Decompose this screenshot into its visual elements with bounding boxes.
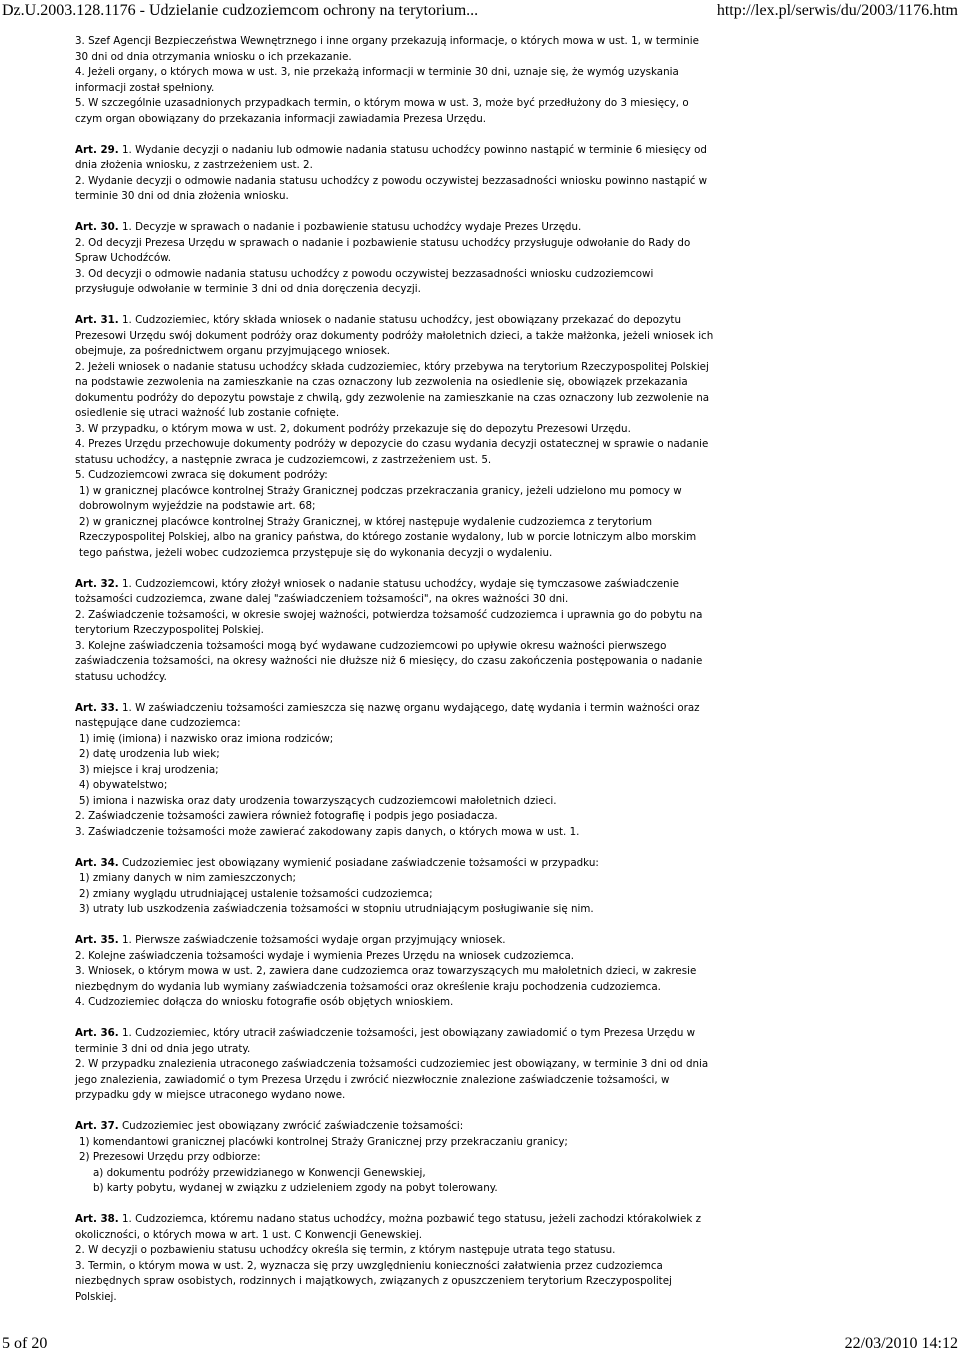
- paragraph: [75, 313, 715, 360]
- paragraph: 2. Kolejne zaświadczenia tożsamości wydaje i wymienia Prezes Urzędu na wniosek cudzoziemca.: [75, 949, 575, 962]
- paragraph: [75, 701, 715, 732]
- article-38: [75, 1212, 715, 1305]
- paragraph: 2. Zaświadczenie tożsamości, w okresie swojej ważności, potwierdza tożsamość cudzoziemca i uprawnia go do pobytu na terytorium Rzeczypospolitej Polskiej.: [75, 608, 703, 636]
- paragraph: 3. Kolejne zaświadczenia tożsamości mogą być wydawane cudzoziemcowi po upływie okresu ważności pierwszego zaświadczenia tożsamości, na okresy ważności nie dłuższe niż 6 miesięcy, do czasu zakończenia postępowania o nadanie statusu uchodźcy.: [75, 639, 703, 683]
- list-item: 3) utraty lub uszkodzenia zaświadczenia tożsamości w stopniu utrudniającym posługiwanie się nim.: [79, 903, 594, 915]
- list-item: 5) imiona i nazwiska oraz daty urodzenia towarzyszących cudzoziemcowi małoletnich dzieci.: [79, 794, 557, 807]
- paragraph: [75, 577, 715, 608]
- article-31: [75, 313, 715, 561]
- paragraph: 4. Prezes Urzędu przechowuje dokumenty podróży w depozycie do czasu wydania decyzji ostatecznej w sprawie o nadanie statusu uchodźcy, a następnie zwraca je cudzoziemcowi, z zastrzeżeniem ust. 5.: [75, 438, 709, 466]
- paragraph-text: 1. Pierwsze zaświadczenie tożsamości wydaje organ przyjmujący wniosek.: [118, 934, 506, 946]
- paragraph-text: 1. Cudzoziemca, któremu nadano status uchodźcy, można pozbawić tego statusu, jeżeli zachodzi którakolwiek z okoliczności, o których mowa w art. 1 ust. C Konwencji Genewskiej.: [75, 1213, 702, 1241]
- paragraph: [75, 220, 715, 236]
- page-counter: 5 of 20: [2, 1335, 48, 1352]
- browser-print-footer: [0, 1334, 960, 1356]
- article-label: Art. 30.: [75, 221, 119, 233]
- list-item: 2) zmiany wyglądu utrudniającej ustalenie tożsamości cudzoziemca;: [79, 887, 433, 900]
- list-item: 3) miejsce i kraj urodzenia;: [79, 763, 219, 776]
- paragraph-text: Cudzoziemiec jest obowiązany zwrócić zaświadczenie tożsamości:: [118, 1120, 464, 1132]
- article-33: [75, 701, 715, 841]
- paragraph: 2. W przypadku znalezienia utraconego zaświadczenia tożsamości cudzoziemiec jest obowiązany, w terminie 3 dni od dnia jego znalezienia, zawiadomić o tym Prezesa Urzędu i zwrócić niezwłocznie znalezione zaświadczenie tożsamości, w przypadku gdy w miejsce utraconego wydano nowe.: [75, 1058, 709, 1101]
- page-url-header: http://lex.pl/serwis/du/2003/1176.htm: [716, 2, 958, 19]
- paragraph-text: 1. Cudzoziemiec, który utracił zaświadczenie tożsamości, jest obowiązany zawiadomić o tym Prezesa Urzędu w terminie 3 dni od dnia jego utraty.: [75, 1027, 696, 1055]
- article-36: [75, 1026, 715, 1104]
- paragraph: 3. Od decyzji o odmowie nadania statusu uchodźcy z powodu oczywistej bezzasadności wniosku cudzoziemcowi przysługuje odwołanie w terminie 3 dni od dnia doręczenia decyzji.: [75, 267, 654, 295]
- paragraph-text: 1. W zaświadczeniu tożsamości zamieszcza się nazwę organu wydającego, datę wydania i termin ważności oraz następujące dane cudzoziemca:: [75, 701, 700, 729]
- paragraph-text: 1. Cudzoziemcowi, który złożył wniosek o nadanie statusu uchodźcy, wydaje się tymczasowe zaświadczenie tożsamości cudzoziemca, zwane dalej "zaświadczeniem tożsamości", na okres ważności 30 dni.: [75, 577, 679, 605]
- paragraph: 5. Cudzoziemcowi zwraca się dokument podróży:: [75, 469, 328, 481]
- article-label: Art. 32.: [75, 577, 119, 590]
- article-label: Art. 36.: [75, 1027, 119, 1039]
- paragraph: 5. W szczególnie uzasadnionych przypadkach termin, o którym mowa w ust. 3, może być przedłużony do 3 miesięcy, o czym organ obowiązany do przekazania informacji zawiadamia Prezesa Urzędu.: [75, 97, 689, 125]
- list-item: 1) w granicznej placówce kontrolnej Straży Granicznej podczas przekraczania granicy, jeżeli udzielono mu pomocy w dobrowolnym wyjeździe na podstawie art. 68;: [79, 484, 682, 512]
- article-32: [75, 577, 715, 686]
- section-continued: [75, 34, 715, 127]
- article-label: Art. 38.: [75, 1213, 119, 1225]
- paragraph-text: 1. Cudzoziemiec, który składa wniosek o nadanie statusu uchodźcy, jest obowiązany przekazać do depozytu Prezesowi Urzędu swój dokument podróży oraz dokumenty podróży małoletnich dzieci, a także małżonka, jeżeli wniosek ich obejmuje, za pośrednictwem organu przyjmującego wniosek.: [75, 314, 714, 357]
- article-label: Art. 34.: [75, 856, 119, 869]
- paragraph-text: 1. Decyzje w sprawach o nadanie i pozbawienie statusu uchodźcy wydaje Prezes Urzędu.: [118, 221, 582, 233]
- article-30: [75, 220, 715, 298]
- paragraph: 2. Od decyzji Prezesa Urzędu w sprawach o nadanie i pozbawienie statusu uchodźcy przysługuje odwołanie do Rady do Spraw Uchodźców.: [75, 236, 691, 264]
- paragraph: 2. Wydanie decyzji o odmowie nadania statusu uchodźcy z powodu oczywistej bezzasadności wniosku powinno nastąpić w terminie 30 dni od dnia złożenia wniosku.: [75, 174, 708, 202]
- list-item: 4) obywatelstwo;: [79, 779, 168, 791]
- sub-list-item: b) karty pobytu, wydanej w związku z udzieleniem zgody na pobyt tolerowany.: [93, 1182, 498, 1194]
- article-label: Art. 29.: [75, 143, 119, 156]
- paragraph: 2. Jeżeli wniosek o nadanie statusu uchodźcy składa cudzoziemiec, który przebywa na terytorium Rzeczypospolitej Polskiej na podstawie zezwolenia na zamieszkanie na czas oznaczony lub zezwolenia na osiedlenie się, obowiązek przekazania dokumentu podróży do depozytu powstaje z chwilą, gdy zezwolenie na zamieszkanie na czas oznaczony lub zezwolenie na osiedlenie się utraci ważność lub zostanie cofnięte.: [75, 360, 710, 419]
- paragraph-text: Cudzoziemiec jest obowiązany wymienić posiadane zaświadczenie tożsamości w przypadku:: [118, 856, 599, 869]
- paragraph: [75, 1212, 715, 1243]
- article-34: [75, 856, 715, 918]
- article-label: Art. 35.: [75, 934, 119, 946]
- article-35: [75, 933, 715, 1011]
- paragraph: [75, 933, 715, 949]
- paragraph: 3. Szef Agencji Bezpieczeństwa Wewnętrznego i inne organy przekazują informacje, o których mowa w ust. 1, w terminie 30 dni od dnia otrzymania wniosku o ich przekazanie.: [75, 35, 699, 63]
- article-label: Art. 37.: [75, 1120, 119, 1132]
- paragraph: 3. Wniosek, o którym mowa w ust. 2, zawiera dane cudzoziemca oraz towarzyszących mu małoletnich dzieci, w zakresie niezbędnym do wydania lub wymiany zaświadczenia tożsamości oraz określenie kraju pochodzenia cudzoziemca.: [75, 965, 697, 993]
- page-title-header: Dz.U.2003.128.1176 - Udzielanie cudzoziemcom ochrony na terytorium...: [2, 2, 479, 19]
- sub-list-item: a) dokumentu podróży przewidzianego w Konwencji Genewskiej,: [93, 1166, 426, 1179]
- paragraph: 3. Zaświadczenie tożsamości może zawierać zakodowany zapis danych, o których mowa w ust. 1.: [75, 825, 580, 838]
- list-item: 2) datę urodzenia lub wiek;: [79, 748, 220, 760]
- list-item: 1) komendantowi granicznej placówki kontrolnej Straży Granicznej przy przekraczaniu granicy;: [79, 1135, 568, 1148]
- browser-print-header: [0, 0, 960, 22]
- article-37: [75, 1119, 715, 1197]
- article-label: Art. 33.: [75, 701, 119, 714]
- paragraph: 3. Termin, o którym mowa w ust. 2, wyznacza się przy uwzględnieniu konieczności załatwienia przez cudzoziemca niezbędnych spraw osobistych, rodzinnych i majątkowych, związanych z opuszczeniem terytorium Rzeczypospolitej Polskiej.: [75, 1259, 672, 1303]
- paragraph: 4. Jeżeli organy, o których mowa w ust. 3, nie przekażą informacji w terminie 30 dni, uznaje się, że wymóg uzyskania informacji został spełniony.: [75, 66, 679, 94]
- paragraph: 2. Zaświadczenie tożsamości zawiera również fotografię i podpis jego posiadacza.: [75, 810, 498, 822]
- paragraph: 3. W przypadku, o którym mowa w ust. 2, dokument podróży przekazuje się do depozytu Prezesowi Urzędu.: [75, 422, 631, 435]
- paragraph: [75, 143, 715, 174]
- document-body: [75, 34, 715, 1321]
- list-item: 2) Prezesowi Urzędu przy odbiorze:: [79, 1151, 261, 1163]
- list-item: 1) imię (imiona) i nazwisko oraz imiona rodziców;: [79, 732, 334, 745]
- print-timestamp: 22/03/2010 14:12: [844, 1335, 958, 1352]
- list-item: 1) zmiany danych w nim zamieszczonych;: [79, 872, 297, 884]
- paragraph: [75, 1119, 715, 1135]
- paragraph: [75, 1026, 715, 1057]
- paragraph: [75, 856, 715, 872]
- article-29: [75, 143, 715, 205]
- article-label: Art. 31.: [75, 314, 119, 326]
- paragraph-text: 1. Wydanie decyzji o nadaniu lub odmowie nadania statusu uchodźcy powinno nastąpić w terminie 6 miesięcy od dnia złożenia wniosku, z zastrzeżeniem ust. 2.: [75, 143, 707, 171]
- paragraph: 4. Cudzoziemiec dołącza do wniosku fotografie osób objętych wnioskiem.: [75, 996, 454, 1008]
- paragraph: 2. W decyzji o pozbawieniu statusu uchodźcy określa się termin, z którym następuje utrata tego statusu.: [75, 1244, 616, 1256]
- list-item: 2) w granicznej placówce kontrolnej Straży Granicznej, w której następuje wydalenie cudzoziemca z terytorium Rzeczypospolitej Polskiej, albo na granicy państwa, do którego zostanie wydalony, lub w porcie lotniczym albo morskim tego państwa, jeżeli wobec cudzoziemca przystępuje się do wykonania decyzji o wydaleniu.: [79, 515, 697, 559]
